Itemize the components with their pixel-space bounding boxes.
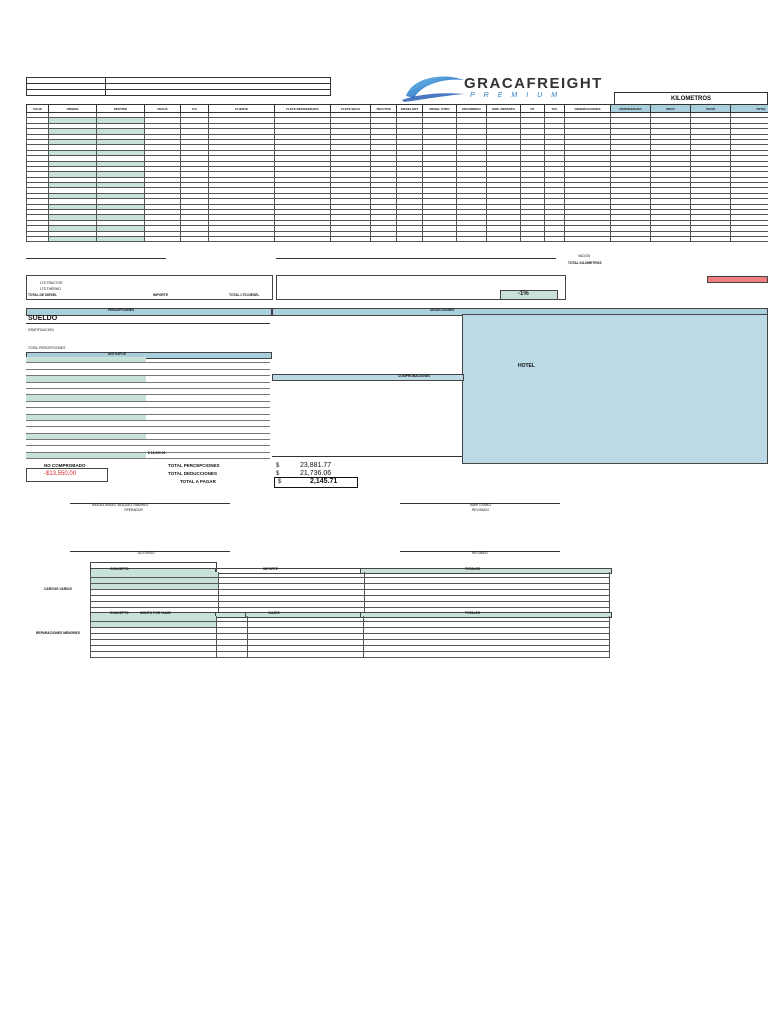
lts-thermo-label: LTS THERMO — [40, 287, 61, 291]
revisor-role: REVISADO — [472, 508, 490, 512]
operador-name: MIGUEL ANGEL VAZQUEZ RAMIREZ — [92, 503, 149, 507]
trip-column-header: C/V — [181, 105, 209, 113]
divider — [276, 258, 556, 259]
anticipos-list — [26, 357, 270, 459]
currency-sign: $ — [276, 471, 280, 477]
reparaciones-label: REPARACIONES MENORES — [36, 631, 80, 635]
trip-column-header: TOTAL — [731, 105, 768, 113]
trip-column-header: DIESEL RET — [397, 105, 423, 113]
reparaciones-concepto: CONCEPTO — [110, 611, 129, 615]
total-percepciones-label: TOTAL PERCEPCIONES — [168, 463, 220, 468]
reparacion-row — [90, 652, 610, 658]
total-percepciones-value: 23,881.77 — [300, 462, 332, 469]
reparaciones-totales: TOTALES — [465, 611, 481, 615]
comprobaciones-bar — [272, 374, 464, 381]
reparaciones-rows — [90, 616, 610, 658]
trip-column-header: KMS. REPARTO — [487, 105, 521, 113]
cargo-concepto-cell — [91, 596, 219, 601]
deducciones-header: DEDUCCIONES — [430, 308, 455, 312]
percepciones-header-bar — [26, 308, 272, 316]
comprobaciones-header: COMPROBACIONES — [398, 374, 431, 378]
trip-cell — [275, 236, 331, 241]
trip-cell — [521, 236, 545, 241]
trip-column-header: CLIENTE — [209, 105, 275, 113]
gratificacion-label: GRATIFICACION — [28, 328, 54, 332]
header-value — [106, 90, 331, 96]
total-pagar-value: 2,145.71 — [310, 478, 338, 485]
logo-swoosh-icon — [398, 74, 468, 102]
monto-por-viaje: MONTO POR VIAJE — [140, 611, 171, 615]
autorizo-label: AUTORIZO — [138, 551, 155, 555]
trip-cell — [331, 236, 371, 241]
trip-cell — [691, 236, 731, 241]
warning-cell — [707, 276, 768, 283]
header-info-table — [26, 77, 331, 96]
no-comprobado-label: NO COMPROBADO — [44, 463, 86, 468]
cargo-concepto-cell — [91, 584, 219, 589]
lts-tractor-label: LTS TRACTOR — [40, 281, 63, 285]
trip-column-header: FECHA — [145, 105, 181, 113]
trip-column-header: OBSERVACIONES — [565, 105, 611, 113]
operador-role: OPERADOR — [124, 508, 143, 512]
trip-cell — [397, 236, 423, 241]
cargos-concepto: CONCEPTO — [110, 567, 129, 571]
no-comprobado-value: -$13,550.00 — [44, 471, 77, 477]
trip-cell — [27, 236, 49, 241]
fuel-percent: -1% — [518, 291, 529, 297]
trip-cell — [209, 236, 275, 241]
trip-cell — [371, 236, 397, 241]
fuel-percent-box — [500, 290, 558, 300]
trip-column-header: VIAJE — [27, 105, 49, 113]
trip-column-header: ORIGEN — [49, 105, 97, 113]
cargos-varios-rows — [90, 572, 610, 614]
deducciones-shaded-area — [462, 314, 768, 464]
revisor-name: MARI GOMEZ — [470, 503, 492, 507]
table-row — [27, 236, 768, 241]
trip-cell — [611, 236, 651, 241]
trip-cell — [423, 236, 457, 241]
currency-sign: $ — [276, 463, 280, 469]
hotel-label: HOTEL — [518, 363, 535, 369]
trip-cell — [457, 236, 487, 241]
trip-column-header: SECO — [651, 105, 691, 113]
trip-cell — [545, 236, 565, 241]
logo-text: GRACAFREIGHT — [464, 75, 603, 92]
total-diesel-label: TOTAL DE DIESEL — [28, 293, 57, 297]
trip-column-header: FLETE SECO — [331, 105, 371, 113]
divider — [272, 456, 462, 457]
trip-cell — [731, 236, 768, 241]
trip-cell — [651, 236, 691, 241]
trip-column-header: DESTINO — [97, 105, 145, 113]
trip-cell — [145, 236, 181, 241]
trip-column-header: TRACTOR — [371, 105, 397, 113]
divider — [26, 258, 166, 259]
trip-column-header: DIESEL OTRO — [423, 105, 457, 113]
header-label — [27, 90, 106, 96]
importe-label: IMPORTE — [153, 293, 169, 297]
total-lts-label: TOTAL LTS DIESEL — [229, 293, 260, 297]
cargos-importe: IMPORTE — [263, 567, 279, 571]
anticipos-total: $ 16,000.00 — [148, 451, 166, 455]
trip-cell — [181, 236, 209, 241]
kilometros-title: KILOMETROS — [614, 92, 768, 105]
company-logo — [398, 74, 606, 102]
cargo-concepto-cell — [91, 602, 219, 607]
total-percepciones-inline-label: TOTAL PERCEPCIONES — [28, 346, 66, 350]
total-deducciones-label: TOTAL DEDUCCIONES — [168, 471, 218, 476]
cargos-varios-label: CARGOS VARIOS — [44, 587, 72, 591]
cargos-totales: TOTALES — [465, 567, 481, 571]
trip-column-header: REFRIGERADO — [611, 105, 651, 113]
trip-cell — [97, 236, 145, 241]
percepciones-header: PERCEPCIONES — [108, 308, 135, 312]
total-deducciones-value: 21,736.06 — [300, 470, 332, 477]
cargo-concepto-cell — [91, 572, 219, 577]
recibido-label: RECIBIDO — [472, 551, 488, 555]
sueldo-label: SUELDO — [28, 315, 58, 322]
trip-column-header: TAC — [545, 105, 565, 113]
trip-cell — [49, 236, 97, 241]
trip-column-header: RECORRIDO — [457, 105, 487, 113]
trips-table — [26, 104, 768, 242]
cargo-concepto-cell — [91, 590, 219, 595]
logo-subtext: PREMIUM — [470, 92, 567, 99]
trip-cell — [565, 236, 611, 241]
anticipos-header: ANTICIPOS — [108, 352, 126, 356]
trip-column-header: VACIO — [691, 105, 731, 113]
currency-sign: $ — [278, 479, 282, 485]
total-pagar-label: TOTAL A PAGAR — [180, 479, 216, 484]
trip-column-header: FLETE REFRIGERADO — [275, 105, 331, 113]
viajes-header: VIAJES — [268, 611, 280, 615]
total-km-label: TOTAL KILOMETROS — [568, 261, 602, 265]
trip-column-header: DT — [521, 105, 545, 113]
trip-cell — [487, 236, 521, 241]
cargo-concepto-cell — [91, 578, 219, 583]
vacios-label: VACIOS — [578, 254, 591, 258]
divider — [26, 323, 270, 324]
